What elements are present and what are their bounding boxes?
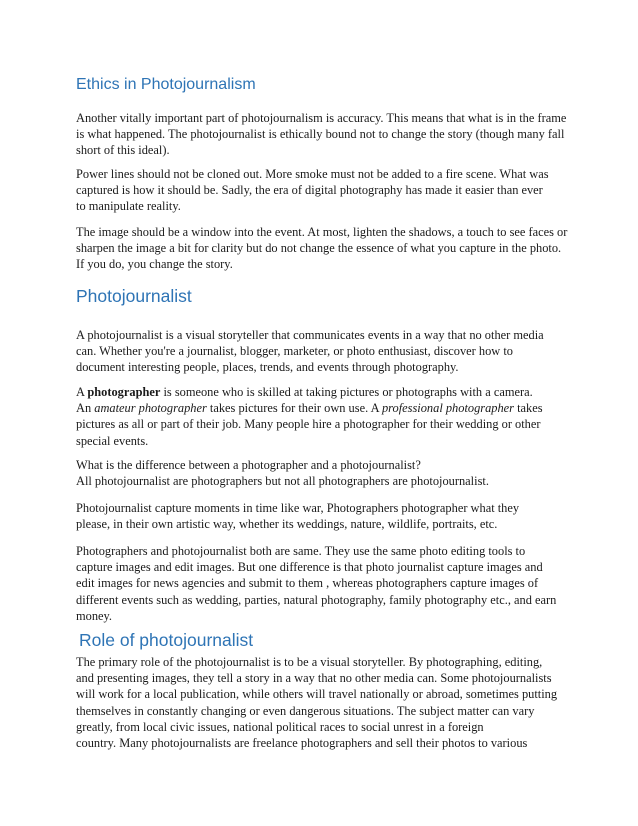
italic-term: professional photographer xyxy=(381,401,515,416)
text-line xyxy=(76,400,576,416)
text-line: Photographers and photojournalist both are same. They use the same photo editing tools to xyxy=(76,544,526,558)
text-line: money. xyxy=(76,608,113,623)
text-line: sharpen the image a bit for clarity but do not change the essence of what you capture in the photo. xyxy=(76,241,562,256)
section-heading-photojournalist: Photojournalist xyxy=(76,286,192,306)
text-line: country. Many photojournalists are freelance photographers and sell their photos to various xyxy=(76,736,528,751)
paragraph-photographer-definition xyxy=(76,384,576,449)
text-line: document interesting people, places, trends, and events through photography. xyxy=(76,360,459,375)
text-line: and presenting images, they tell a story in a way that no other media can. Some photojournalists xyxy=(76,671,552,686)
paragraph xyxy=(76,543,576,624)
text-line: can. Whether you're a journalist, blogger, marketer, or photo enthusiast, discover how to xyxy=(76,344,513,359)
text-line: greatly, from local civic issues, national political races to social unrest in a foreign xyxy=(76,719,484,734)
paragraph xyxy=(76,327,576,376)
italic-term: amateur photographer xyxy=(94,401,207,416)
section-heading-ethics: Ethics in Photojournalism xyxy=(76,76,256,93)
text-run: takes pictures for their own use. A xyxy=(206,401,382,416)
paragraph xyxy=(76,500,576,532)
text-run: takes xyxy=(514,401,543,416)
text-line: The image should be a window into the event. At most, lighten the shadows, a touch to see faces or xyxy=(76,225,568,239)
section-heading-role: Role of photojournalist xyxy=(79,630,254,650)
text-run: An xyxy=(76,401,95,416)
text-line: pictures as all or part of their job. Many people hire a photographer for their wedding or other xyxy=(76,417,541,432)
paragraph xyxy=(76,110,576,159)
text-line: Power lines should not be cloned out. More smoke must not be added to a fire scene. What was xyxy=(76,167,549,181)
text-line: Photojournalist capture moments in time like war, Photographers photographer what they xyxy=(76,501,520,515)
text-line: special events. xyxy=(76,433,149,448)
text-line: What is the difference between a photographer and a photojournalist? xyxy=(76,458,421,472)
text-run: A xyxy=(76,385,88,399)
text-run: is someone who is skilled at taking pictures or photographs with a camera. xyxy=(160,385,533,399)
bold-term: photographer xyxy=(87,385,161,399)
text-line: Another vitally important part of photojournalism is accuracy. This means that what is in the frame xyxy=(76,111,567,125)
text-line xyxy=(76,384,576,400)
text-line: please, in their own artistic way, whether its weddings, nature, wildlife, portraits, etc. xyxy=(76,517,498,532)
text-line: The primary role of the photojournalist is to be a visual storyteller. By photographing, editing, xyxy=(76,655,543,669)
text-line: is what happened. The photojournalist is ethically bound not to change the story (though many fall xyxy=(76,127,565,142)
paragraph xyxy=(76,166,576,215)
text-line: themselves in constantly changing or even dangerous situations. The subject matter can vary xyxy=(76,703,535,718)
text-line: different events such as wedding, parties, natural photography, family photography etc., and earn xyxy=(76,592,557,607)
paragraph xyxy=(76,654,576,751)
text-line: All photojournalist are photographers but not all photographers are photojournalist. xyxy=(76,474,489,489)
text-line: captured is how it should be. Sadly, the era of digital photography has made it easier than ever xyxy=(76,183,543,198)
text-line: will work for a local publication, while others will travel nationally or abroad, sometimes putting xyxy=(76,687,558,702)
paragraph xyxy=(76,457,576,489)
text-line: A photojournalist is a visual storyteller that communicates events in a way that no other media xyxy=(76,328,544,342)
text-line: edit images for news agencies and submit to them , whereas photographers capture images of xyxy=(76,576,539,591)
text-line: to manipulate reality. xyxy=(76,199,181,214)
text-line: short of this ideal). xyxy=(76,143,170,158)
text-line: capture images and edit images. But one difference is that photo journalist capture images and xyxy=(76,560,543,575)
paragraph xyxy=(76,224,576,273)
text-line: If you do, you change the story. xyxy=(76,257,233,272)
